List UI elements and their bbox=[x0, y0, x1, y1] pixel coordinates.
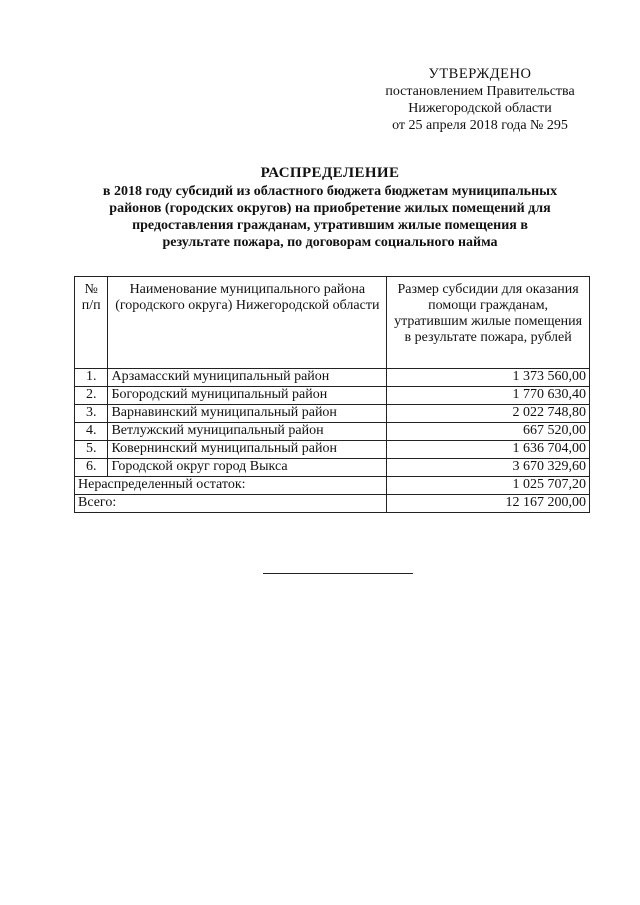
header-amount: Размер субсидии для оказания помощи гражданам, утратившим жилые помещения в результате пожара, рублей bbox=[387, 277, 590, 369]
row-name: Варнавинский муниципальный район bbox=[108, 405, 387, 423]
row-amount: 1 636 704,00 bbox=[387, 441, 590, 459]
title-line-4: результате пожара, по договорам социального найма bbox=[162, 235, 498, 250]
row-name: Арзамасский муниципальный район bbox=[108, 369, 387, 387]
title-line-1: в 2018 году субсидий из областного бюджета бюджетам муниципальных bbox=[102, 184, 558, 199]
title-line-2: районов (городских округов) на приобретение жилых помещений для bbox=[109, 201, 551, 216]
row-number: 6. bbox=[75, 459, 108, 477]
row-name: Богородский муниципальный район bbox=[108, 387, 387, 405]
approval-stamp: УТВЕРЖДЕНО bbox=[428, 66, 532, 82]
table-row bbox=[75, 459, 590, 477]
row-amount: 667 520,00 bbox=[387, 423, 590, 441]
table-row bbox=[75, 441, 590, 459]
row-amount: 1 373 560,00 bbox=[387, 369, 590, 387]
total-label: Всего: bbox=[75, 495, 387, 513]
row-number: 3. bbox=[75, 405, 108, 423]
row-number: 2. bbox=[75, 387, 108, 405]
distribution-table bbox=[74, 276, 590, 513]
row-number: 4. bbox=[75, 423, 108, 441]
row-amount: 2 022 748,80 bbox=[387, 405, 590, 423]
table-row bbox=[75, 387, 590, 405]
total-amount: 12 167 200,00 bbox=[387, 495, 590, 513]
remainder-label: Нераспределенный остаток: bbox=[75, 477, 387, 495]
table-row bbox=[75, 423, 590, 441]
title-line-3: предоставления гражданам, утратившим жилые помещения в bbox=[132, 218, 528, 233]
approval-block bbox=[370, 66, 590, 134]
approval-decree: постановлением Правительства bbox=[385, 84, 575, 99]
row-amount: 1 770 630,40 bbox=[387, 387, 590, 405]
row-number: 5. bbox=[75, 441, 108, 459]
table-row bbox=[75, 405, 590, 423]
row-name: Городской округ город Выкса bbox=[108, 459, 387, 477]
title-heading: РАСПРЕДЕЛЕНИЕ bbox=[260, 165, 400, 181]
closing-divider bbox=[263, 573, 413, 574]
approval-date: от 25 апреля 2018 года № 295 bbox=[392, 118, 568, 133]
table-header-row bbox=[75, 277, 590, 369]
remainder-row bbox=[75, 477, 590, 495]
document-title bbox=[70, 165, 590, 251]
table-row bbox=[75, 369, 590, 387]
header-number: № п/п bbox=[75, 277, 108, 369]
header-name: Наименование муниципального района (городского округа) Нижегородской области bbox=[108, 277, 387, 369]
approval-region: Нижегородской области bbox=[408, 101, 552, 116]
remainder-amount: 1 025 707,20 bbox=[387, 477, 590, 495]
row-name: Ветлужский муниципальный район bbox=[108, 423, 387, 441]
row-number: 1. bbox=[75, 369, 108, 387]
row-amount: 3 670 329,60 bbox=[387, 459, 590, 477]
total-row bbox=[75, 495, 590, 513]
row-name: Ковернинский муниципальный район bbox=[108, 441, 387, 459]
